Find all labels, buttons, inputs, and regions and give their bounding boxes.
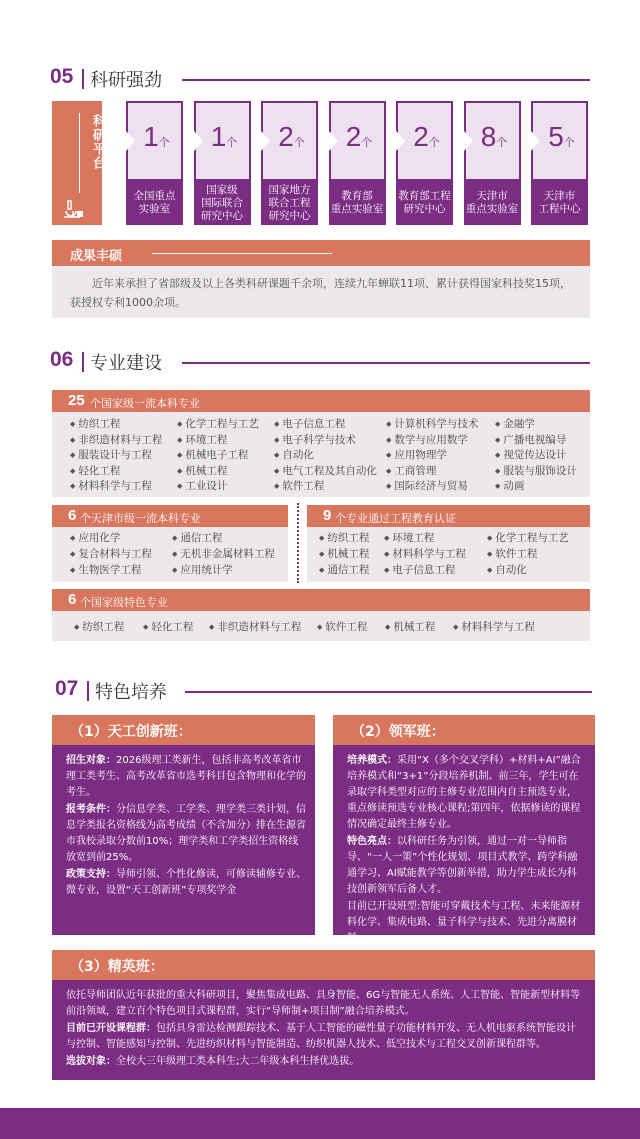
card-count-panel (261, 101, 318, 181)
count-value: 8 (480, 121, 497, 152)
count: 6 (68, 507, 77, 524)
card-title: （1）天工创新班： (70, 724, 192, 740)
card-count (466, 121, 523, 153)
count-unit: 个 (226, 137, 238, 149)
major-item: ◆ 材料科学与工程 (453, 619, 535, 634)
major-item: ◆ 复合材料与工程 (70, 546, 152, 561)
platform-card (464, 101, 521, 225)
count-unit: 个 (158, 137, 170, 149)
major-item: ◆ 材料科学与工程 (70, 478, 152, 493)
major-item: ◆ 材料科学与工程 (384, 546, 466, 561)
card-count (331, 121, 388, 153)
certified-list (307, 527, 590, 582)
major-item: ◆ 工业设计 (177, 478, 227, 493)
results-title: 成果丰硕 (70, 249, 123, 264)
footer-band (0, 1108, 640, 1139)
major-item: ◆ 电子科学与技术 (274, 432, 356, 447)
section-divider (82, 352, 84, 372)
section-title: 特色培养 (95, 682, 167, 703)
section-05-header (0, 63, 640, 93)
major-item: ◆ 软件工程 (274, 478, 324, 493)
platform-card (329, 101, 386, 225)
major-item: ◆ 国际经济与贸易 (386, 478, 468, 493)
major-item: ◆ 动画 (495, 478, 524, 493)
field-key: 选拔对象： (66, 1056, 116, 1067)
platform-card (396, 101, 453, 225)
major-item: ◆ 轻化工程 (70, 463, 120, 478)
card-header (52, 715, 315, 745)
field-key: 招生对象： (66, 755, 116, 766)
count-unit: 个 (496, 137, 508, 149)
card-header (333, 715, 595, 745)
card-name: 天津市 工程中心 (531, 181, 588, 225)
major-item: ◆ 化学工程与工艺 (487, 530, 569, 545)
card-count-panel (464, 101, 521, 181)
major-item: ◆ 应用化学 (70, 530, 120, 545)
major-item: ◆ 服装设计与工程 (70, 447, 152, 462)
major-item: ◆ 电子信息工程 (384, 562, 455, 577)
certified-band (307, 505, 590, 527)
card-name: 国家级 国际联合 研究中心 (194, 181, 251, 225)
tianjin-first-band (52, 505, 288, 527)
card-name: 国家地方 联合工程 研究中心 (261, 181, 318, 225)
major-item: ◆ 电气工程及其自动化 (274, 463, 377, 478)
major-item: ◆ 软件工程 (487, 546, 537, 561)
section-number: 05 (50, 65, 74, 88)
major-item: ◆ 环境工程 (177, 432, 227, 447)
card-count-panel (531, 101, 588, 181)
major-item: ◆ 机械工程 (385, 619, 435, 634)
count-unit: 个 (428, 137, 440, 149)
field-value: 目前已开设班型:智能可穿戴技术与工程、未来能源材料化学、集成电路、量子科学与技术、先进分离膜材料。 (347, 901, 581, 944)
major-item: ◆ 非织造材料与工程 (209, 619, 301, 634)
major-item: ◆ 电子信息工程 (274, 416, 345, 431)
section-divider (87, 681, 89, 701)
field-key: 特色亮点： (347, 836, 397, 847)
band-label: 个国家级特色专业 (80, 596, 168, 609)
count-value: 2 (278, 121, 294, 152)
card-body (66, 988, 582, 1071)
field-value: 分信息学类、工学类、理学类三类计划，信息学类报名资格线为高考成绩（不含加分）排在生源省市我校录取分数前10%；理学类和工学类招生资格线放宽到前25%。 (66, 804, 306, 863)
section-title: 专业建设 (90, 353, 162, 374)
card-name: 教育部工程 研究中心 (396, 181, 453, 225)
major-item: ◆ 机械工程 (319, 546, 369, 561)
card-count-panel (396, 101, 453, 181)
count: 9 (323, 507, 332, 524)
field-value: 2026级理工类新生，包括非高考改革省市理工类考生、高考改革省市选考科目包含物理和化学的考生。 (66, 755, 306, 798)
major-item: ◆ 自动化 (274, 447, 314, 462)
count-unit: 个 (293, 137, 305, 149)
label-rule (79, 113, 80, 193)
major-item: ◆ 生物医学工程 (70, 562, 141, 577)
card-count (196, 121, 253, 153)
tianjin-first-list (52, 527, 288, 582)
major-item: ◆ 服装与服饰设计 (495, 463, 577, 478)
section-rule (182, 79, 590, 81)
lingjun-class-card (333, 715, 595, 944)
results-header (52, 240, 590, 266)
major-item: ◆ 计算机科学与技术 (386, 416, 478, 431)
card-count-panel (194, 101, 251, 181)
field-value: 采用“X（多个交叉学科）+材料+AI”融合培养模式和“3+1”分段培养机制。前三年，学生可在录取学科类型对应的主修专业范围内自主预选专业，重点修读预选专业核心课程;第四年，依据修读的课程情况确定最终主修专业。 (347, 755, 581, 830)
card-name: 全国重点 实验室 (126, 181, 183, 225)
field-key: 目前已开设课程群： (66, 1023, 156, 1034)
major-item: ◆ 应用统计学 (172, 562, 233, 577)
results-text: 近年来承担了省部级及以上各类科研课题千余项，连续九年蝉联11项、累计获得国家科技奖15项，获授权专利1000余项。 (52, 266, 590, 318)
platform-card (261, 101, 318, 225)
major-item: ◆ 化学工程与工艺 (177, 416, 259, 431)
field-key: 培养模式： (347, 755, 397, 766)
national-special-list (52, 611, 590, 641)
card-count-panel (126, 101, 183, 181)
card-name: 教育部 重点实验室 (329, 181, 386, 225)
tiangong-class-card (52, 715, 315, 935)
field-value: 导师引领、个性化修读，可修读辅修专业、微专业，设置“天工创新班”专项奖学金 (66, 869, 306, 896)
major-item: ◆ 无机非金属材料工程 (172, 546, 275, 561)
major-item: ◆ 工商管理 (386, 463, 436, 478)
major-item: ◆ 广播电视编导 (495, 432, 566, 447)
count-value: 1 (143, 121, 159, 152)
major-item: ◆ 通信工程 (319, 562, 369, 577)
field-key: 政策支持： (66, 869, 116, 880)
field-key: 报考条件： (66, 804, 116, 815)
card-body (66, 753, 306, 900)
band-label: 个国家级一流本科专业 (90, 397, 200, 410)
platform-card (531, 101, 588, 225)
card-title: （2）领军班： (351, 724, 445, 740)
platform-card (126, 101, 183, 225)
major-item: ◆ 机械工程 (177, 463, 227, 478)
major-item: ◆ 机械电子工程 (177, 447, 248, 462)
major-item: ◆ 环境工程 (384, 530, 434, 545)
major-item: ◆ 金融学 (495, 416, 535, 431)
results-rule (152, 253, 332, 254)
band-label: 个天津市级一流本科专业 (80, 512, 201, 525)
major-item: ◆ 应用物理学 (386, 447, 447, 462)
major-item: ◆ 通信工程 (172, 530, 222, 545)
major-item: ◆ 非织造材料与工程 (70, 432, 162, 447)
major-item: ◆ 纺织工程 (319, 530, 369, 545)
platform-label-text: 科研平台 (90, 114, 105, 170)
card-title: （3）精英班： (70, 959, 164, 975)
card-count (533, 121, 590, 153)
section-rule (182, 362, 590, 364)
section-number: 07 (55, 677, 79, 700)
section-title: 科研强劲 (90, 70, 162, 91)
microscope-icon (62, 199, 84, 223)
card-count (398, 121, 455, 153)
platform-card (194, 101, 251, 225)
platform-label (52, 101, 105, 225)
count-unit: 个 (361, 137, 373, 149)
national-special-band (52, 589, 590, 611)
card-body (347, 753, 585, 948)
section-number: 06 (50, 348, 74, 371)
section-07-header (0, 675, 640, 705)
major-item: ◆ 视觉传达设计 (495, 447, 566, 462)
field-value: 以科研任务为引领，通过一对一导师指导、“一人一策”个性化规划、项目式教学、跨学科融通学习、AI赋能教学等创新举措，助力学生成长为科技创新领军后备人才。 (347, 836, 578, 895)
card-count (263, 121, 320, 153)
jingying-class-card (52, 950, 595, 1080)
national-first-band (52, 390, 590, 412)
major-item: ◆ 数学与应用数学 (386, 432, 468, 447)
band-label: 个专业通过工程教育认证 (335, 512, 456, 525)
field-value: 依托导师团队近年获批的重大科研项目，聚焦集成电路、具身智能、6G与智能无人系统、人工智能、智能新型材料等前沿领域，建立百个特色项目式课程群，实行“导师制+项目制”融合培养模式。 (66, 990, 581, 1017)
card-count-panel (329, 101, 386, 181)
count: 25 (68, 392, 85, 409)
field-value: 全校大三年级理工类本科生;大二年级本科生择优选拔。 (116, 1056, 360, 1067)
count: 6 (68, 591, 77, 608)
major-item: ◆ 轻化工程 (143, 619, 193, 634)
section-divider (82, 69, 84, 89)
dotted-divider (297, 503, 299, 583)
field-value: 包括具身雷达检测跟踪技术、基于人工智能的磁性量子功能材料开发、无人机电驱系统智能设计与控制、智能感知与控制、先进纺织材料与智能制造、纺织机器人技术、低空技术与工程交叉创新课程群等。 (66, 1023, 576, 1050)
count-value: 2 (413, 121, 429, 152)
major-item: ◆ 纺织工程 (70, 416, 120, 431)
section-rule (185, 691, 592, 693)
major-item: ◆ 纺织工程 (74, 619, 124, 634)
national-first-list (52, 412, 590, 497)
count-value: 5 (548, 121, 564, 152)
count-unit: 个 (563, 137, 575, 149)
count-value: 1 (210, 121, 227, 152)
major-item: ◆ 软件工程 (317, 619, 367, 634)
major-item: ◆ 自动化 (487, 562, 527, 577)
card-header (52, 950, 595, 980)
count-value: 2 (345, 121, 362, 152)
section-06-header (0, 346, 640, 376)
card-count (128, 121, 185, 153)
card-name: 天津市 重点实验室 (464, 181, 521, 225)
